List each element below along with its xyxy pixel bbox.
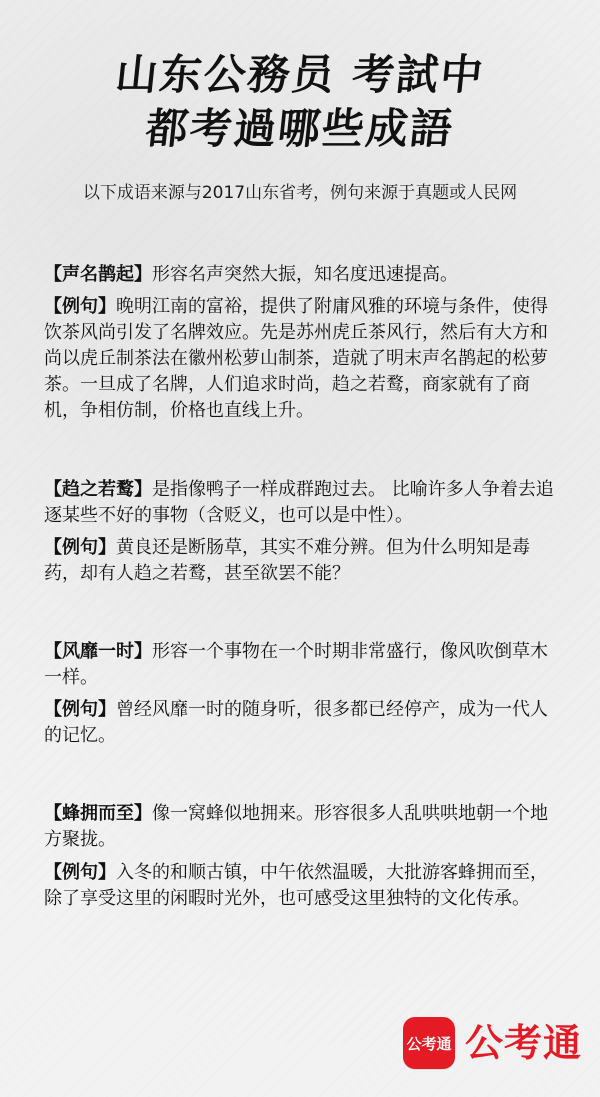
example-label: 【例句】 [44, 861, 116, 883]
idiom-definition-row [44, 262, 560, 288]
idiom-example: 曾经风靡一时的随身听，很多都已经停产，成为一代人的记忆。 [44, 699, 548, 747]
idiom-term: 【趋之若鹜】 [44, 478, 152, 500]
idiom-example-row [44, 535, 560, 587]
idiom-example: 入冬的和顺古镇，中午依然温暖，大批游客蜂拥而至，除了享受这里的闲暇时光外，也可感受这里独特的文化传承。 [44, 861, 548, 909]
idiom-definition-row [44, 801, 560, 853]
idiom-definition: 形容一个事物在一个时期非常盛行，像风吹倒草木一样。 [44, 640, 548, 689]
idiom-entry [44, 801, 560, 911]
example-label: 【例句】 [44, 296, 116, 318]
idiom-example-row [44, 294, 560, 424]
page-title [0, 52, 600, 160]
idiom-example-row [44, 860, 560, 912]
example-label: 【例句】 [44, 699, 116, 721]
idiom-definition: 是指像鸭子一样成群跑过去。 比喻许多人争着去追逐某些不好的事物（含贬义，也可以是中性）。 [44, 478, 554, 526]
title-line-1: 山东公務员 考試中 [113, 50, 487, 99]
title-line-2: 都考過哪些成語 [143, 104, 457, 154]
idiom-definition-row [44, 639, 560, 691]
idiom-example-row [44, 697, 560, 749]
idiom-entry [44, 639, 560, 749]
example-label: 【例句】 [44, 536, 116, 558]
brand-logo [403, 1017, 582, 1069]
idiom-term: 【声名鹊起】 [44, 264, 152, 285]
intro-text: 以下成语来源与2017山东省考，例句来源于真题或人民网 [82, 183, 518, 203]
idiom-entry [44, 477, 560, 587]
idiom-entry [44, 262, 560, 425]
idiom-term: 【风靡一时】 [44, 640, 152, 662]
logo-badge: 公考通 [403, 1017, 455, 1069]
idiom-example: 黄良还是断肠草，其实不难分辨。但为什么明知是毒药，却有人趋之若鹜，甚至欲罢不能？ [44, 536, 530, 584]
idiom-definition-row [44, 477, 560, 529]
logo-text: 公考通 [464, 1021, 582, 1065]
idiom-entries [44, 262, 560, 918]
idiom-definition: 像一窝蜂似地拥来。形容很多人乱哄哄地朝一个地方聚拢。 [44, 803, 548, 851]
idiom-example: 晚明江南的富裕，提供了附庸风雅的环境与条件，使得饮茶风尚引发了名牌效应。先是苏州虎丘茶风行，然后有大方和尚以虎丘制茶法在徽州松萝山制茶，造就了明末声名鹊起的松萝茶。一旦成了名牌，人们追求时尚，趋之若鹜，商家就有了商机，争相仿制，价格也直线上升。 [44, 296, 548, 422]
idiom-term: 【蜂拥而至】 [44, 803, 152, 825]
idiom-definition: 形容名声突然大振，知名度迅速提高。 [152, 264, 458, 285]
